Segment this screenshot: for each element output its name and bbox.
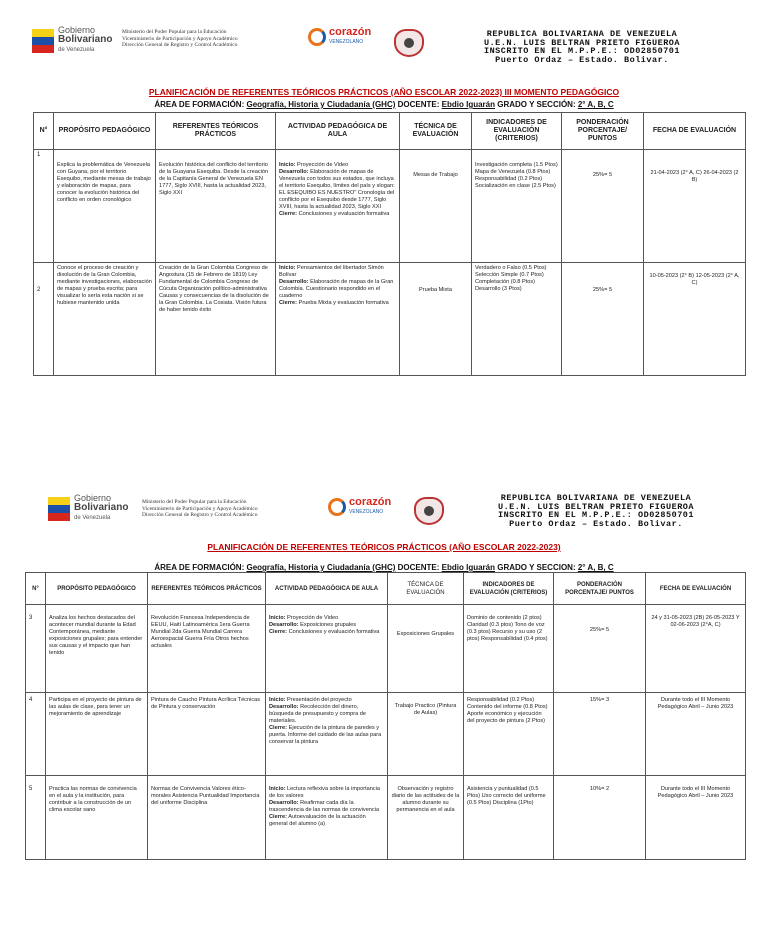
row-referentes: Revolución Francesa Independencia de EEUU, Haití Latinoamérica 1era Guerra Mundial 2da Guerra Mundial Carrera Aeroespacial Guerra Fría Otros hechos actuales <box>148 605 266 693</box>
col-indicadores: INDICADORES DE EVALUACIÓN (CRITERIOS) <box>464 573 554 605</box>
row-proposito: Participa en el proyecto de pintura de las aulas de clase, para tener un mejoramiento de aprendizaje <box>46 693 148 776</box>
school-seal-icon <box>394 29 424 57</box>
docente-label: DOCENTE: <box>397 563 440 572</box>
school-line3: INSCRITO EN EL M.P.P.E.: OD02850701 <box>483 46 681 56</box>
school-line1: REPUBLICA BOLIVARIANA DE VENEZUELA <box>486 29 678 39</box>
page-1 <box>0 0 768 313</box>
inicio-text: Proyección de Video <box>285 615 339 621</box>
row-proposito: Analiza los hechos destacados del acontecer mundial durante la Edad Contemporánea, mediante exposiciones grupales; para entender sus causas y el impacto que han tenido <box>46 605 148 693</box>
table-row <box>34 150 746 263</box>
col-referentes: REFERENTES TEÓRICOS PRÁCTICOS <box>148 573 266 605</box>
planning-table-1 <box>33 112 746 376</box>
gob-line2: Bolivariano <box>74 502 129 513</box>
inicio-label: Inicio: <box>279 265 296 271</box>
row-indicadores: Investigación completa (1.5 Ptos) Mapa de Venezuela (0.8 Ptos) Responsabilidad (0.2 Ptos) Socialización en clase (2.5 Ptos) <box>472 150 562 263</box>
heart-logo-text: corazón <box>329 26 372 38</box>
desarrollo-text: Exposiciones grupales <box>298 622 357 628</box>
desarrollo-label: Desarrollo: <box>279 279 309 285</box>
school-info <box>466 494 726 528</box>
row-actividad <box>276 263 400 376</box>
docente-label: DOCENTE: <box>397 100 440 109</box>
area-line-2 <box>0 563 768 572</box>
gobierno-logo <box>32 26 112 55</box>
row-ponderacion: 25%= 5 <box>554 605 646 693</box>
col-fecha: FECHA DE EVALUACIÓN <box>644 113 746 150</box>
flag-icon <box>32 29 54 53</box>
cierre-text: Ejecución de la pintura de paredes y puerta. Informe del cuidado de las aulas para conservar la pintura <box>269 725 382 745</box>
row-num: 1 <box>34 150 54 263</box>
gob-line3: de Venezuela <box>58 47 95 53</box>
row-tecnica: Exposiciones Grupales <box>388 605 464 693</box>
area-value: Geografía, Historia y Ciudadanía (GHC) <box>246 563 396 572</box>
school-info <box>452 30 712 64</box>
inicio-text: Lectura reflexiva sobre la importancia de los valores <box>269 786 381 799</box>
gobierno-logo <box>48 494 128 523</box>
row-proposito: Practica las normas de convivencia en el aula y la institución, para contribuir a la construcción de un clima escolar sano <box>46 776 148 860</box>
cierre-text: Autoevaluación de la actuación general del alumno (a) <box>269 814 366 827</box>
desarrollo-text: Elaboración de mapas de Venezuela con todos sus estados, que incluya el territorio Esequibo, límites del país y slogan: EL ESEQUIBO ES NUESTRO" Cronología del conflicto por el Esequibo desde 1777, Siglo XVIII, hasta la actualidad 2023, Siglo XXI <box>279 169 395 210</box>
heart-icon <box>328 498 346 516</box>
table-header-row <box>26 573 746 605</box>
row-tecnica: Prueba Mixta <box>400 263 472 376</box>
col-fecha: FECHA DE EVALUACIÓN <box>646 573 746 605</box>
school-seal-icon <box>414 497 444 525</box>
col-tecnica: TÉCNICA DE EVALUACIÓN <box>400 113 472 150</box>
ministry-text <box>142 499 258 519</box>
inicio-text: Proyección de Video <box>295 162 349 168</box>
inicio-text: Pensamientos del libertador Simón Bolívar <box>279 265 384 278</box>
row-tecnica: Trabajo Practico (Pintura de Aulas) <box>388 693 464 776</box>
desarrollo-text: Elaboración de mapas de la Gran Colombia. Cuestionario respondido en el cuaderno <box>279 279 394 299</box>
table-row <box>26 693 746 776</box>
row-referentes: Normas de Convivencia Valores ético-morales Asistencia Puntualidad Importancia del uniforme Disciplina <box>148 776 266 860</box>
row-num: 5 <box>26 776 46 860</box>
gob-line2: Bolivariano <box>58 34 113 45</box>
col-proposito: PROPÓSITO PEDAGÓGICO <box>54 113 156 150</box>
col-num: N° <box>26 573 46 605</box>
school-line4: Puerto Ordaz – Estado. Bolivar. <box>495 54 669 65</box>
table-header-row <box>34 113 746 150</box>
inicio-label: Inicio: <box>269 697 286 703</box>
row-ponderacion: 25%= 5 <box>562 263 644 376</box>
school-line2: U.E.N. LUIS BELTRAN PRIETO FIGUEROA <box>497 501 695 512</box>
row-indicadores: Dominio de contenido (2 ptos) Claridad (0.3 ptos) Tono de voz (0.3 ptos) Recurso y su uso (2 ptos) Responsabilidad (0.4 ptos) <box>464 605 554 693</box>
row-proposito: Explica la problemática de Venezuela con Guyana, por el territorio Esequibo, mediante mesas de trabajo y elaboración de mapas, para conocer la evolución histórica del conflicto en orden cronológico <box>54 150 156 263</box>
col-proposito: PROPÓSITO PEDAGÓGICO <box>46 573 148 605</box>
plan-title-1: PLANIFICACIÓN DE REFERENTES TEÓRICOS PRÁCTICOS (AÑO ESCOLAR 2022-2023) III MOMENTO PEDAGÓGICO <box>148 87 620 97</box>
row-num: 4 <box>26 693 46 776</box>
grado-label: GRADO Y SECCIÓN: <box>497 100 576 109</box>
heart-icon <box>308 28 326 46</box>
row-num: 3 <box>26 605 46 693</box>
school-line1: REPUBLICA BOLIVARIANA DE VENEZUELA <box>500 493 692 503</box>
heart-logo-sub: VENEZOLANO <box>329 39 364 45</box>
area-label: ÁREA DE FORMACIÓN: <box>154 563 245 572</box>
gob-line1: Gobierno <box>74 493 112 503</box>
row-tecnica: Observación y registro diario de las actitudes de la alumno durante su permanencia en el aula <box>388 776 464 860</box>
row-referentes: Evolución histórica del conflicto del territorio de la Guayana Esequiba. Desde la creación de la Capitanía General de Venezuela EN 1777, Siglo XVIII, hasta la actualidad 2023, Siglo XXI <box>156 150 276 263</box>
desarrollo-label: Desarrollo: <box>279 169 309 175</box>
grado-label: GRADO Y SECCION: <box>497 563 576 572</box>
col-indicadores: INDICADORES DE EVALUACIÓN (CRITERIOS) <box>472 113 562 150</box>
cierre-text: Conclusiones y evaluación formativa <box>297 211 390 217</box>
row-ponderacion: 25%= 5 <box>562 150 644 263</box>
row-fecha: Durante todo el III Momento Pedagógico Abril – Junio 2023 <box>646 693 746 776</box>
cierre-text: Prueba Mixta y evaluación formativa <box>297 300 389 306</box>
col-referentes: REFERENTES TEÓRICOS PRÁCTICOS <box>156 113 276 150</box>
corazon-logo <box>308 27 371 47</box>
desarrollo-label: Desarrollo: <box>269 622 299 628</box>
letterhead <box>0 0 768 65</box>
col-actividad: ACTIVIDAD PEDAGÓGICA DE AULA <box>266 573 388 605</box>
plan-title-2: PLANIFICACIÓN DE REFERENTES TEÓRICOS PRÁCTICOS (AÑO ESCOLAR 2022-2023) <box>207 542 561 552</box>
ministry-text <box>122 29 238 49</box>
row-referentes: Pintura de Caucho Pintura Acrílica Técnicas de Pintura y conservación <box>148 693 266 776</box>
row-actividad <box>266 693 388 776</box>
cierre-label: Cierre: <box>269 629 288 635</box>
planning-table-2 <box>25 572 746 860</box>
table-row <box>34 263 746 376</box>
row-fecha: 10-05-2023 (2° B) 12-05-2023 (2° A, C) <box>644 263 746 376</box>
cierre-label: Cierre: <box>269 725 288 731</box>
heart-logo-text: corazón <box>349 496 392 508</box>
docente-value: Ebdio Iguarán <box>441 563 495 572</box>
col-num: N° <box>34 113 54 150</box>
ministry-line2: Viceministerio de Participación y Apoyo Académico <box>122 35 238 42</box>
heart-logo-sub: VENEZOLANO <box>349 509 384 515</box>
row-num: 2 <box>34 263 54 376</box>
area-value: Geografía, Historia y Ciudadanía (GHC) <box>246 100 396 109</box>
gob-line3: de Venezuela <box>74 515 111 521</box>
school-line2: U.E.N. LUIS BELTRAN PRIETO FIGUEROA <box>483 37 681 48</box>
docente-value: Ebdio Iguarán <box>441 100 495 109</box>
table-row <box>26 776 746 860</box>
row-ponderacion: 15%= 3 <box>554 693 646 776</box>
row-ponderacion: 10%= 2 <box>554 776 646 860</box>
row-actividad <box>276 150 400 263</box>
school-line4: Puerto Ordaz – Estado. Bolivar. <box>509 518 683 529</box>
inicio-text: Presentación del proyecto <box>285 697 352 703</box>
inicio-label: Inicio: <box>269 786 286 792</box>
ministry-line3: Dirección General de Registro y Control Académico <box>142 512 258 518</box>
cierre-label: Cierre: <box>279 211 298 217</box>
row-actividad <box>266 605 388 693</box>
table-row <box>26 605 746 693</box>
gob-line1: Gobierno <box>58 25 96 35</box>
row-indicadores: Verdadero o Falso (0.5 Ptos) Selección Simple (0.7 Ptos) Completación (0.8 Ptos) Desarrollo (3 Ptos) <box>472 263 562 376</box>
area-label: ÁREA DE FORMACIÓN: <box>154 100 245 109</box>
school-line3: INSCRITO EN EL M.P.P.E.: OD02850701 <box>497 510 695 520</box>
col-tecnica: TÉCNICA DE EVALUACIÓN <box>388 573 464 605</box>
row-fecha: Durante todo el III Momento Pedagógico Abril – Junio 2023 <box>646 776 746 860</box>
desarrollo-text: Recolección del dinero, búsqueda de presupuesto y compra de materiales. <box>269 704 367 724</box>
ministry-line1: Ministerio del Poder Popular para la Educación <box>122 29 227 35</box>
inicio-label: Inicio: <box>279 162 296 168</box>
flag-icon <box>48 497 70 521</box>
ministry-line2: Viceministerio de Participación y Apoyo Académico <box>142 505 258 512</box>
letterhead <box>0 470 768 530</box>
desarrollo-label: Desarrollo: <box>269 800 299 806</box>
area-line-1 <box>0 100 768 109</box>
desarrollo-text: Reafirmar cada día la trascendencia de las normas de convivencia <box>269 800 380 813</box>
ministry-line1: Ministerio del Poder Popular para la Educación <box>142 499 247 505</box>
cierre-text: Conclusiones y evaluación formativa <box>287 629 380 635</box>
row-indicadores: Responsabilidad (0.2 Ptos) Contenido del informe (0.8 Ptos) Aporte económico y ejecución del proyecto de pintura (2 Ptos) <box>464 693 554 776</box>
cierre-label: Cierre: <box>269 814 288 820</box>
row-referentes: Creación de la Gran Colombia Congreso de Angostura (15 de Febrero de 1819) Ley Fundamental de Colombia Congreso de Cúcuta Organización político-administrativa Causas y consecuencias de la disolución de la Gran Colombia. La Cosiata. Visión futura de haber tenido éxito <box>156 263 276 376</box>
row-fecha: 24 y 31-05-2023 (2B) 26-05-2023 Y 02-06-2023 (2°A, C) <box>646 605 746 693</box>
row-indicadores: Asistencia y puntualidad (0.5 Ptos) Uso correcto del uniforme (0.5 Ptos) Disciplina (1Pto) <box>464 776 554 860</box>
corazon-logo <box>328 497 391 517</box>
ministry-line3: Dirección General de Registro y Control Académico <box>122 42 238 48</box>
col-ponderacion: PONDERACIÓN PORCENTAJE/ PUNTOS <box>554 573 646 605</box>
col-ponderacion: PONDERACIÓN PORCENTAJE/ PUNTOS <box>562 113 644 150</box>
row-actividad <box>266 776 388 860</box>
row-proposito: Conoce el proceso de creación y disolución de la Gran Colombia, mediante investigaciones, elaboración de mapas y prueba escrita; para visualizar lo sería esta nación si se hubiese mantenido unida <box>54 263 156 376</box>
grado-value: 2° A, B, C <box>577 563 614 572</box>
row-fecha: 21-04-2023 (2° A, C) 26-04-2023 (2 B) <box>644 150 746 263</box>
page-2 <box>0 470 768 827</box>
grado-value: 2° A, B, C <box>577 100 614 109</box>
col-actividad: ACTIVIDAD PEDAGÓGICA DE AULA <box>276 113 400 150</box>
desarrollo-label: Desarrollo: <box>269 704 299 710</box>
inicio-label: Inicio: <box>269 615 286 621</box>
row-tecnica: Mesas de Trabajo <box>400 150 472 263</box>
cierre-label: Cierre: <box>279 300 298 306</box>
